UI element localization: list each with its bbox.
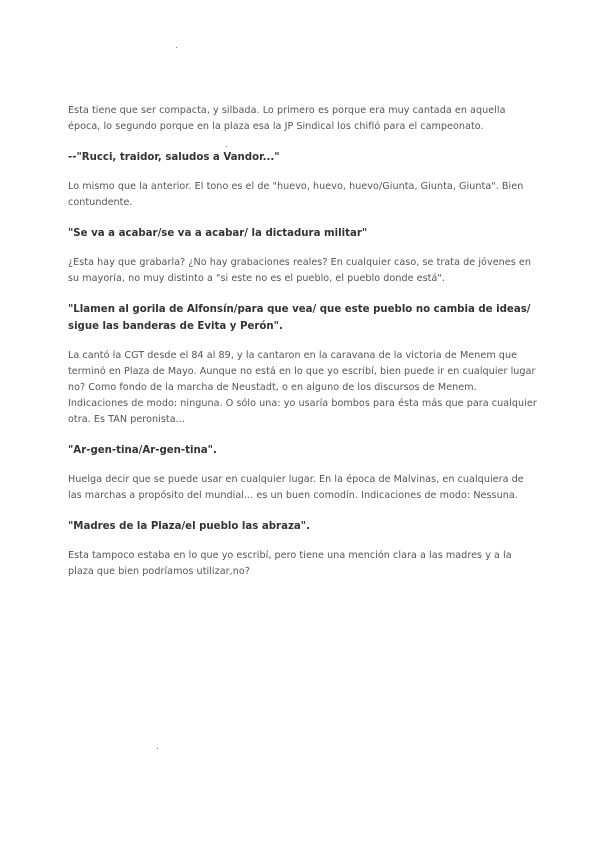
paragraph-rucci: Lo mismo que la anterior. El tono es el de "huevo, huevo, huevo/Giunta, Giunta, Giunta". Bien contundente.: [68, 181, 524, 208]
scan-speck: [157, 748, 158, 749]
paragraph-alfonsin: La cantó la CGT desde el 84 al 89, y la cantaron en la caravana de la victoria de Menem que terminó en Plaza de Mayo. Aunque no está en lo que yo escribí, bien puede ir en cualquier lugar no? Como fondo de la marcha de Neustadt, o en alguno de los discursos de Menem. Indicaciones de modo: ninguna. O sólo una: yo usaría bombos para ésta más que para cualquier otra. Es TAN peronista...: [68, 350, 537, 425]
chant-heading-dictadura: "Se va a acabar/se va a acabar/ la dictadura militar": [68, 228, 368, 239]
chant-heading-alfonsin: "Llamen al gorila de Alfonsín/para que vea/ que este pueblo no cambia de ideas/ sigue las banderas de Evita y Perón".: [68, 304, 531, 332]
chant-heading-rucci: --"Rucci, traidor, saludos a Vandor...": [68, 152, 280, 163]
paragraph-dictadura: ¿Esta hay que grabarla? ¿No hay grabaciones reales? En cualquier caso, se trata de jóvenes en su mayoría, no muy distinto a "si este no es el pueblo, el pueblo donde está".: [68, 257, 531, 284]
chant-heading-madres: "Madres de la Plaza/el pueblo las abraza".: [68, 521, 310, 532]
paragraph-madres: Esta tampoco estaba en lo que yo escribí, pero tiene una mención clara a las madres y a la plaza que bien podríamos utilizar,no?: [68, 550, 512, 577]
paragraph-intro: Esta tiene que ser compacta, y silbada. Lo primero es porque era muy cantada en aquella época, lo segundo porque en la plaza esa la JP Sindical los chifló para el campeonato.: [68, 105, 506, 132]
scan-speck: [176, 47, 177, 48]
paragraph-argentina: Huelga decir que se puede usar en cualquier lugar. En la época de Malvinas, en cualquiera de las marchas a propósito del mundial... es un buen comodín. Indicaciones de modo: Nessuna.: [68, 474, 524, 501]
document-body: [68, 103, 538, 594]
chant-heading-argentina: "Ar-gen-tina/Ar-gen-tina".: [68, 445, 217, 456]
